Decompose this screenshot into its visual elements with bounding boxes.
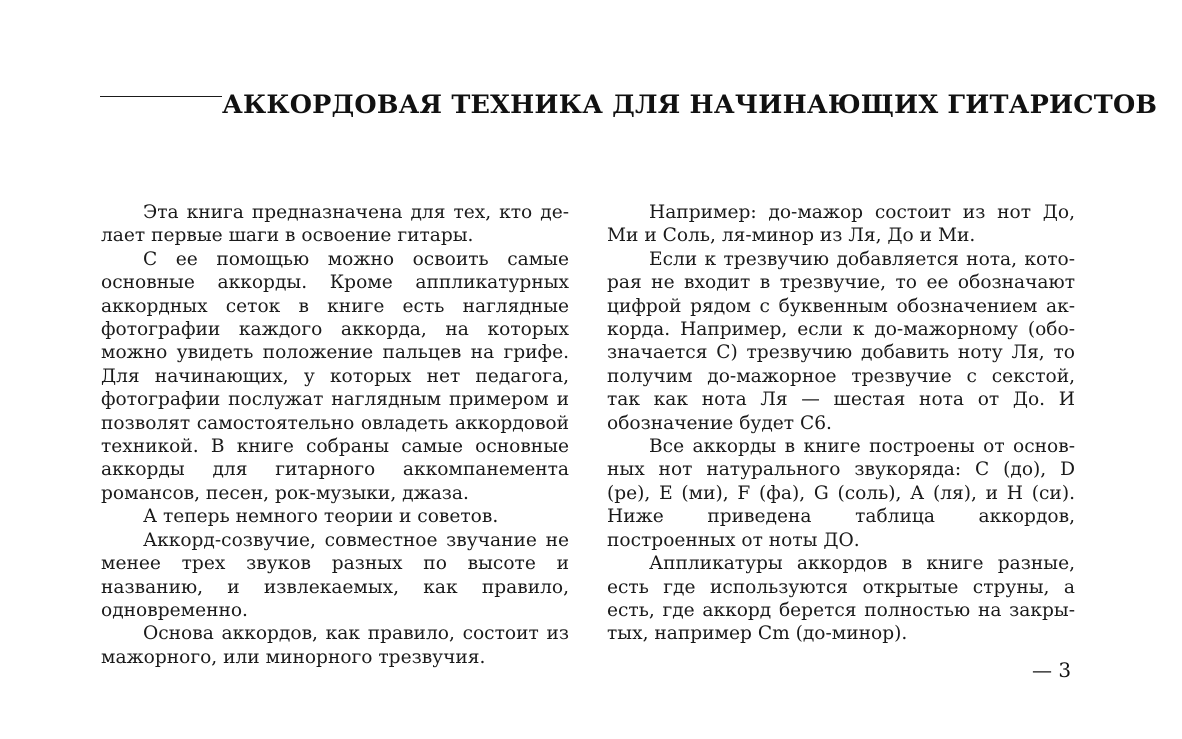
paragraph: Если к трезвучию добавляется нота, которая не входит в трезвучие, то ее обозначают цифрой рядом с буквенным обозначением аккорда. Например, если к до-мажорному (обозначается С) трезвучию добавить ноту Ля, то получим до-мажорное трезвучие с секстой, так как нота Ля — шестая нота от До. И обозначение будет С6. [607, 248, 1075, 434]
page-title: АККОРДОВАЯ ТЕХНИКА ДЛЯ НАЧИНАЮЩИХ ГИТАРИСТОВ [222, 90, 1158, 120]
right-column [607, 201, 1075, 646]
page-number: — 3 [1032, 658, 1072, 682]
paragraph: Все аккорды в книге построены от основных нот натурального звукоряда: С (до), D (ре), Е (ми), F (фа), G (соль), А (ля), и Н (си). Ниже приведена таблица аккордов, построенных от ноты ДО. [607, 436, 1075, 551]
paragraph: Например: до-мажор состоит из нот До, Ми и Соль, ля-минор из Ля, До и Ми. [607, 202, 1075, 247]
left-column [101, 201, 569, 669]
paragraph: Эта книга предназначена для тех, кто делает первые шаги в освоение гитары. [101, 202, 569, 247]
paragraph: С ее помощью можно освоить самые основные аккорды. Кроме аппликатурных аккордных сеток в книге есть наглядные фотографии каждого аккорда, на которых можно увидеть положение пальцев на грифе. Для начинающих, у которых нет педагога, фотографии послужат наглядным примером и позволят самостоятельно овладеть аккордовой техникой. В книге собраны самые основные аккорды для гитарного аккомпанемента романсов, песен, рок-музыки, джаза. [101, 248, 569, 504]
paragraph: Аппликатуры аккордов в книге разные, есть где используются открытые струны, а есть, где аккорд берется полностью на закрытых, например Cm (до-минор). [607, 553, 1075, 645]
paragraph: А теперь немного теории и советов. [143, 506, 499, 528]
paragraph: Основа аккордов, как правило, состоит из мажорного, или минорного трезвучия. [101, 623, 569, 668]
title-rule [100, 96, 222, 97]
paragraph: Аккорд-созвучие, совместное звучание не менее трех звуков разных по высоте и названию, и извлекаемых, как правило, одновременно. [101, 529, 569, 621]
